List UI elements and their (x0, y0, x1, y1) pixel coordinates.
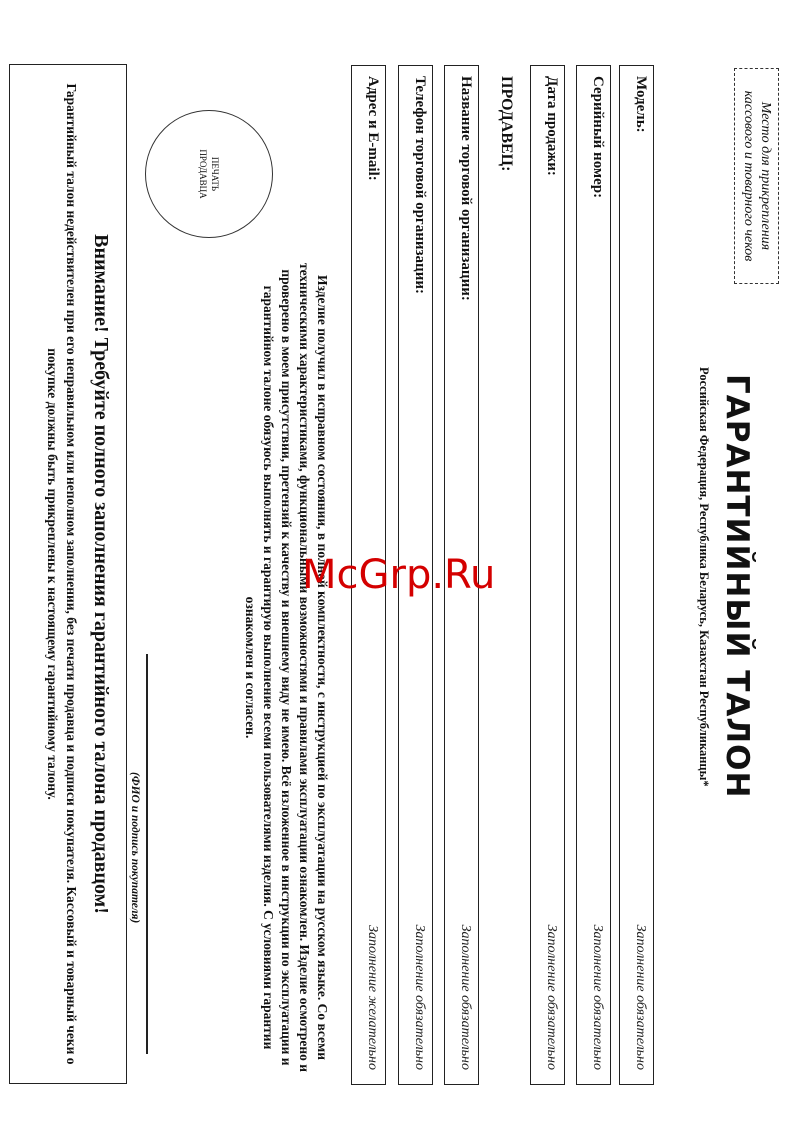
page-title: ГАРАНТИЙНЫЙ ТАЛОН (719, 374, 755, 799)
field-model-hint: Заполнение обязательно (633, 924, 648, 1070)
page-subtitle: Российская Федерация, Республика Беларусь, Казахстан Республиканцы* (697, 367, 711, 787)
seller-stamp (145, 110, 273, 238)
field-seller-phone-hint: Заполнение обязательно (412, 924, 427, 1070)
field-serial-hint: Заполнение обязательно (590, 924, 605, 1070)
warning-text: Гарантийный талон недействителен при его неправильном или неполном заполнении, без печати продавца и подписи покупателя. Кассовый и товарный чеки о покупке должны быть прикреплены к настоящему гарантийному талону. (45, 83, 79, 1065)
field-sale-date[interactable] (530, 65, 565, 1085)
receipt-line-2: кассового и товарного чеков (741, 90, 756, 262)
field-seller-address-hint: Заполнение желательно (365, 925, 380, 1070)
stamp-line-1: ПЕЧАТЬ (210, 156, 220, 192)
field-model[interactable] (619, 65, 654, 1085)
buyer-statement: Изделие получил в исправном состоянии, в полной комплектности, с инструкцией по эксплуатации на русском языке. Со всеми техническими характеристиками, функциональными возможностями и правилами эксплуатации ознакомлен. Изделие осмотрено и проверено в моем присутствии, претензий к качеству и внешнему виду не имею. Всё изложенное в инструкции по эксплуатации и гарантийном талоне обязуюсь выполнять и гарантирую выполнение всеми пользователями изделия. С условиями гарантии ознакомлен и согласен. (243, 262, 330, 1073)
field-seller-address-label: Адрес и E-mail: (365, 76, 381, 181)
seller-title: ПРОДАВЕЦ: (498, 76, 515, 172)
field-seller-name-hint: Заполнение обязательно (458, 924, 473, 1070)
field-sale-date-label: Дата продажи: (544, 76, 560, 176)
field-serial-number[interactable] (576, 65, 611, 1085)
field-seller-phone-label: Телефон торговой организации: (412, 76, 428, 294)
field-sale-date-hint: Заполнение обязательно (544, 924, 559, 1070)
receipt-line-1: Место для прикрепления (758, 101, 773, 251)
field-serial-label: Серийный номер: (590, 76, 606, 199)
stamp-line-2: ПРОДАВЦА (198, 149, 208, 199)
signature-line[interactable] (146, 654, 148, 1054)
warning-box (9, 64, 127, 1084)
watermark: McGrp.Ru (302, 552, 496, 598)
field-seller-name-label: Название торговой организации: (458, 76, 474, 301)
field-model-label: Модель: (633, 76, 649, 133)
signature-label: (ФИО и подпись покупателя) (129, 772, 141, 924)
warning-heading: Внимание! Требуйте полного заполнения гарантийного талона продавцом! (90, 234, 112, 914)
receipt-attachment-area (734, 68, 779, 284)
